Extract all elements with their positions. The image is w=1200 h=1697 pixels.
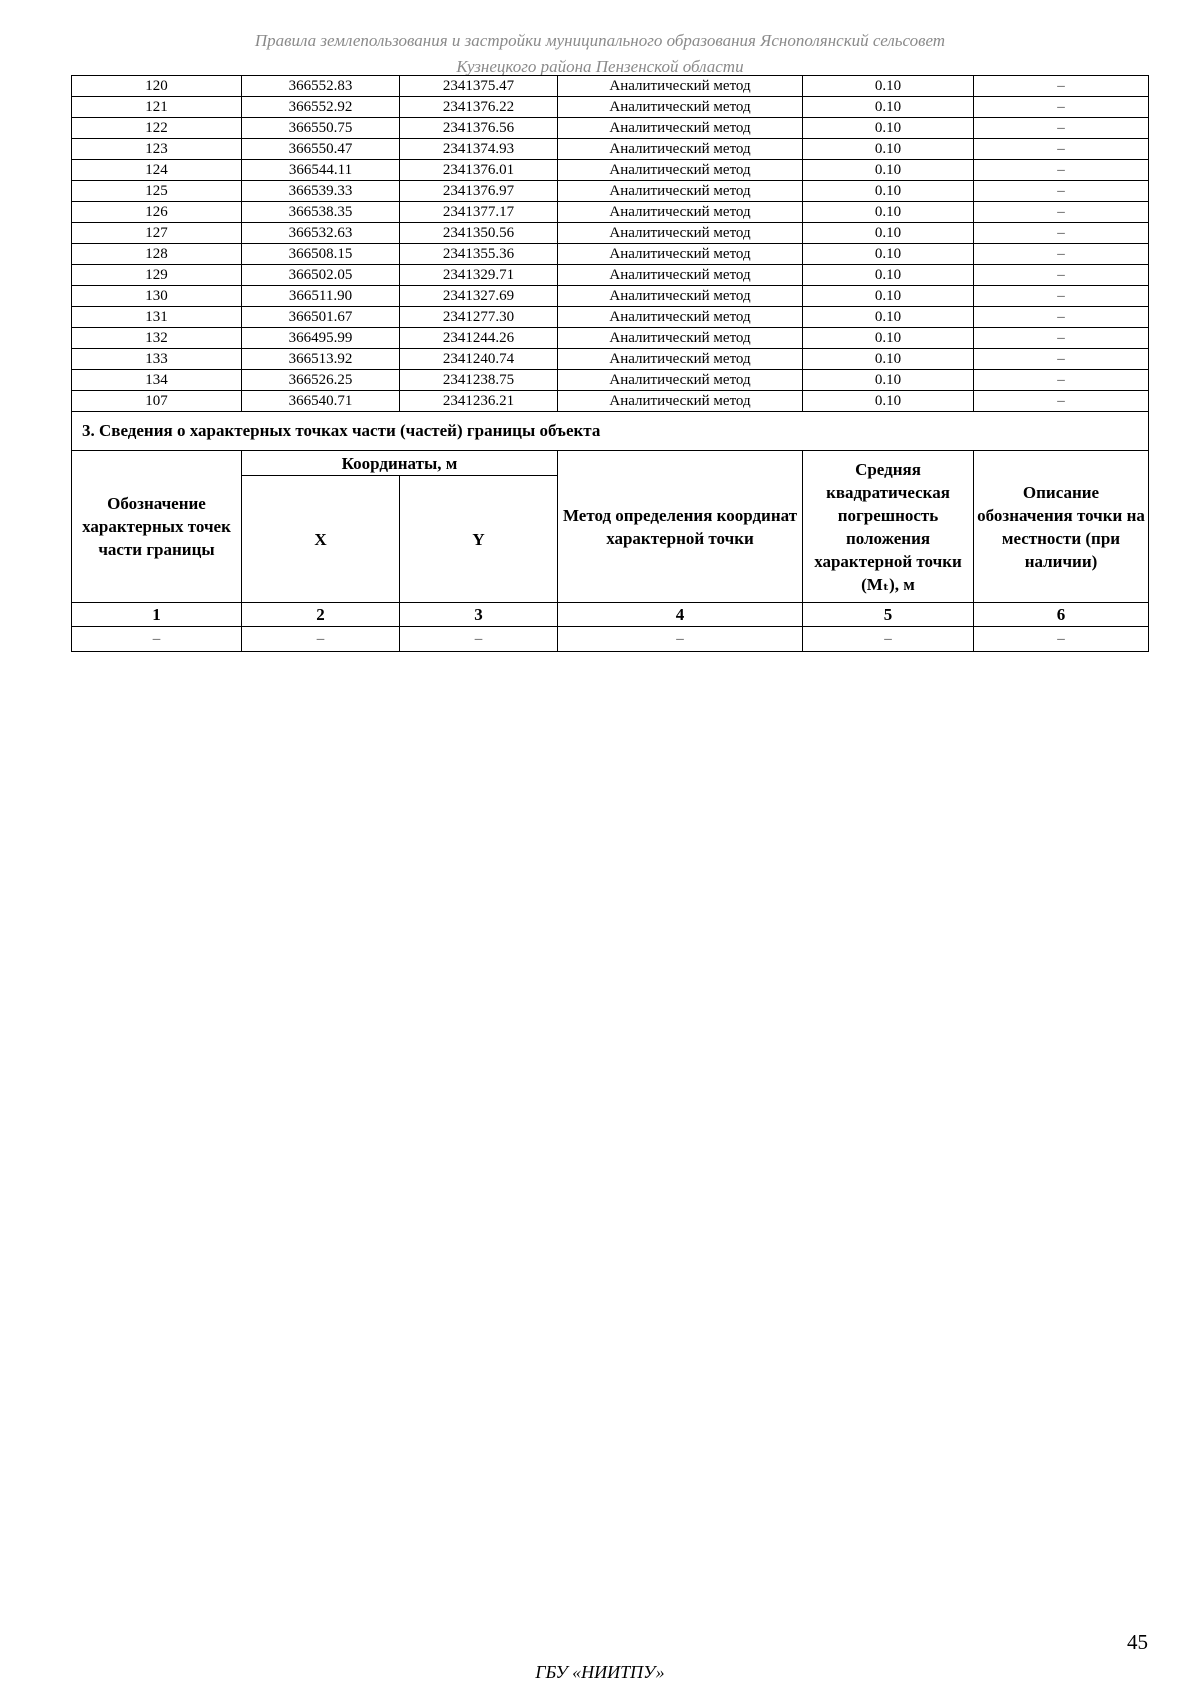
table-cell: 122 (72, 118, 242, 139)
table-row (72, 139, 1149, 160)
col-y: Y (400, 476, 558, 603)
table-row (72, 244, 1149, 265)
table-cell: Аналитический метод (558, 307, 803, 328)
table-cell: – (72, 627, 242, 652)
table-cell: Аналитический метод (558, 286, 803, 307)
table-cell: 366544.11 (242, 160, 400, 181)
table-cell: 366550.47 (242, 139, 400, 160)
table-cell: 0.10 (803, 181, 974, 202)
table-cell: 127 (72, 223, 242, 244)
table-cell: – (242, 627, 400, 652)
table-cell: 2341376.01 (400, 160, 558, 181)
table-cell: 2341244.26 (400, 328, 558, 349)
col-description: Описание обозначения точки на местности (при наличии) (974, 451, 1149, 603)
table-cell: 120 (72, 76, 242, 97)
table-cell: 0.10 (803, 160, 974, 181)
table-cell: – (974, 328, 1149, 349)
table-cell: 2341350.56 (400, 223, 558, 244)
table-cell: 0.10 (803, 370, 974, 391)
header-line-2: Кузнецкого района Пензенской области (456, 57, 744, 76)
table-cell: 366532.63 (242, 223, 400, 244)
table-row (72, 391, 1149, 412)
table-cell: 0.10 (803, 223, 974, 244)
table-cell: 128 (72, 244, 242, 265)
table-cell: 2341377.17 (400, 202, 558, 223)
table-row (72, 328, 1149, 349)
column-number: 1 (72, 603, 242, 627)
table-cell: Аналитический метод (558, 370, 803, 391)
table-cell: 2341374.93 (400, 139, 558, 160)
footer: ГБУ «НИИТПУ» (535, 1662, 665, 1682)
table-row (72, 627, 1149, 652)
table-row (72, 286, 1149, 307)
table-cell: 0.10 (803, 328, 974, 349)
table-cell: – (974, 118, 1149, 139)
column-number: 4 (558, 603, 803, 627)
table-row (72, 160, 1149, 181)
column-number: 6 (974, 603, 1149, 627)
table-cell: Аналитический метод (558, 139, 803, 160)
table-cell: 366508.15 (242, 244, 400, 265)
table-cell: Аналитический метод (558, 223, 803, 244)
table-cell: Аналитический метод (558, 244, 803, 265)
section-3-title: 3. Сведения о характерных точках части (частей) границы объекта (72, 412, 1149, 451)
table-row (72, 349, 1149, 370)
table-cell: 0.10 (803, 97, 974, 118)
table-cell: 366501.67 (242, 307, 400, 328)
table-cell: Аналитический метод (558, 391, 803, 412)
table-cell: 121 (72, 97, 242, 118)
table-cell: 366538.35 (242, 202, 400, 223)
table-cell: 0.10 (803, 307, 974, 328)
table-cell: 2341327.69 (400, 286, 558, 307)
table-cell: Аналитический метод (558, 349, 803, 370)
table-cell: 107 (72, 391, 242, 412)
table-cell: – (974, 265, 1149, 286)
table-cell: Аналитический метод (558, 265, 803, 286)
table-row (72, 370, 1149, 391)
table-cell: Аналитический метод (558, 202, 803, 223)
table-cell: 2341376.97 (400, 181, 558, 202)
table-cell: 0.10 (803, 286, 974, 307)
table-row (72, 181, 1149, 202)
table-cell: 2341355.36 (400, 244, 558, 265)
table-cell: 134 (72, 370, 242, 391)
table-cell: 0.10 (803, 391, 974, 412)
table-cell: 366552.92 (242, 97, 400, 118)
table-cell: – (974, 202, 1149, 223)
boundary-points-table (71, 75, 1149, 652)
running-header (0, 28, 1200, 80)
table-cell: – (974, 627, 1149, 652)
table-cell: 366550.75 (242, 118, 400, 139)
section-3 (72, 412, 1149, 652)
table-cell: 129 (72, 265, 242, 286)
table-cell: – (974, 160, 1149, 181)
table-cell: 2341376.56 (400, 118, 558, 139)
table-row (72, 265, 1149, 286)
table-row (72, 97, 1149, 118)
table-row (72, 118, 1149, 139)
column-number: 3 (400, 603, 558, 627)
table-cell: 2341375.47 (400, 76, 558, 97)
table-cell: – (974, 370, 1149, 391)
table-cell: – (974, 97, 1149, 118)
column-number: 5 (803, 603, 974, 627)
table-cell: 366513.92 (242, 349, 400, 370)
table-cell: 0.10 (803, 118, 974, 139)
page-number: 45 (1127, 1630, 1148, 1654)
table-cell: 2341329.71 (400, 265, 558, 286)
table-cell: – (974, 391, 1149, 412)
table-cell: Аналитический метод (558, 160, 803, 181)
coordinates-rows (72, 76, 1149, 412)
table-cell: 131 (72, 307, 242, 328)
table-cell: – (974, 223, 1149, 244)
table-row (72, 76, 1149, 97)
table-cell: 133 (72, 349, 242, 370)
table-cell: Аналитический метод (558, 76, 803, 97)
col-coordinates: Координаты, м (242, 451, 558, 476)
table-cell: 2341277.30 (400, 307, 558, 328)
table-cell: 130 (72, 286, 242, 307)
table-row (72, 307, 1149, 328)
table-row (72, 223, 1149, 244)
table-cell: 366540.71 (242, 391, 400, 412)
table-cell: Аналитический метод (558, 97, 803, 118)
table-cell: – (974, 181, 1149, 202)
table-cell: 132 (72, 328, 242, 349)
table-cell: Аналитический метод (558, 328, 803, 349)
table-cell: 366539.33 (242, 181, 400, 202)
table-cell: – (974, 349, 1149, 370)
column-number: 2 (242, 603, 400, 627)
col-accuracy: Средняя квадратическая погрешность положения характерной точки (Mₜ), м (803, 451, 974, 603)
table-cell: 126 (72, 202, 242, 223)
table-cell: 366526.25 (242, 370, 400, 391)
col-method: Метод определения координат характерной точки (558, 451, 803, 603)
col-x: X (242, 476, 400, 603)
col-point-designation: Обозначение характерных точек части границы (72, 451, 242, 603)
table-cell: 0.10 (803, 139, 974, 160)
table-cell: 366495.99 (242, 328, 400, 349)
table-cell: 2341240.74 (400, 349, 558, 370)
table-cell: 2341236.21 (400, 391, 558, 412)
table-cell: – (974, 286, 1149, 307)
table-cell: 366552.83 (242, 76, 400, 97)
table-cell: 366511.90 (242, 286, 400, 307)
table-cell: – (974, 76, 1149, 97)
table-cell: 0.10 (803, 244, 974, 265)
table-cell: 124 (72, 160, 242, 181)
table-cell: – (803, 627, 974, 652)
table-cell: – (974, 307, 1149, 328)
table-cell: 2341238.75 (400, 370, 558, 391)
table-cell: 366502.05 (242, 265, 400, 286)
table-cell: – (974, 244, 1149, 265)
table-cell: – (558, 627, 803, 652)
table-cell: – (400, 627, 558, 652)
table-cell: Аналитический метод (558, 181, 803, 202)
table-cell: 0.10 (803, 349, 974, 370)
header-line-1: Правила землепользования и застройки муниципального образования Яснополянский сельсовет (254, 31, 946, 50)
table-cell: 123 (72, 139, 242, 160)
table-row (72, 202, 1149, 223)
table-cell: 125 (72, 181, 242, 202)
table-cell: 0.10 (803, 202, 974, 223)
table-cell: 0.10 (803, 265, 974, 286)
table-cell: Аналитический метод (558, 118, 803, 139)
table-cell: 0.10 (803, 76, 974, 97)
table-cell: – (974, 139, 1149, 160)
table-cell: 2341376.22 (400, 97, 558, 118)
